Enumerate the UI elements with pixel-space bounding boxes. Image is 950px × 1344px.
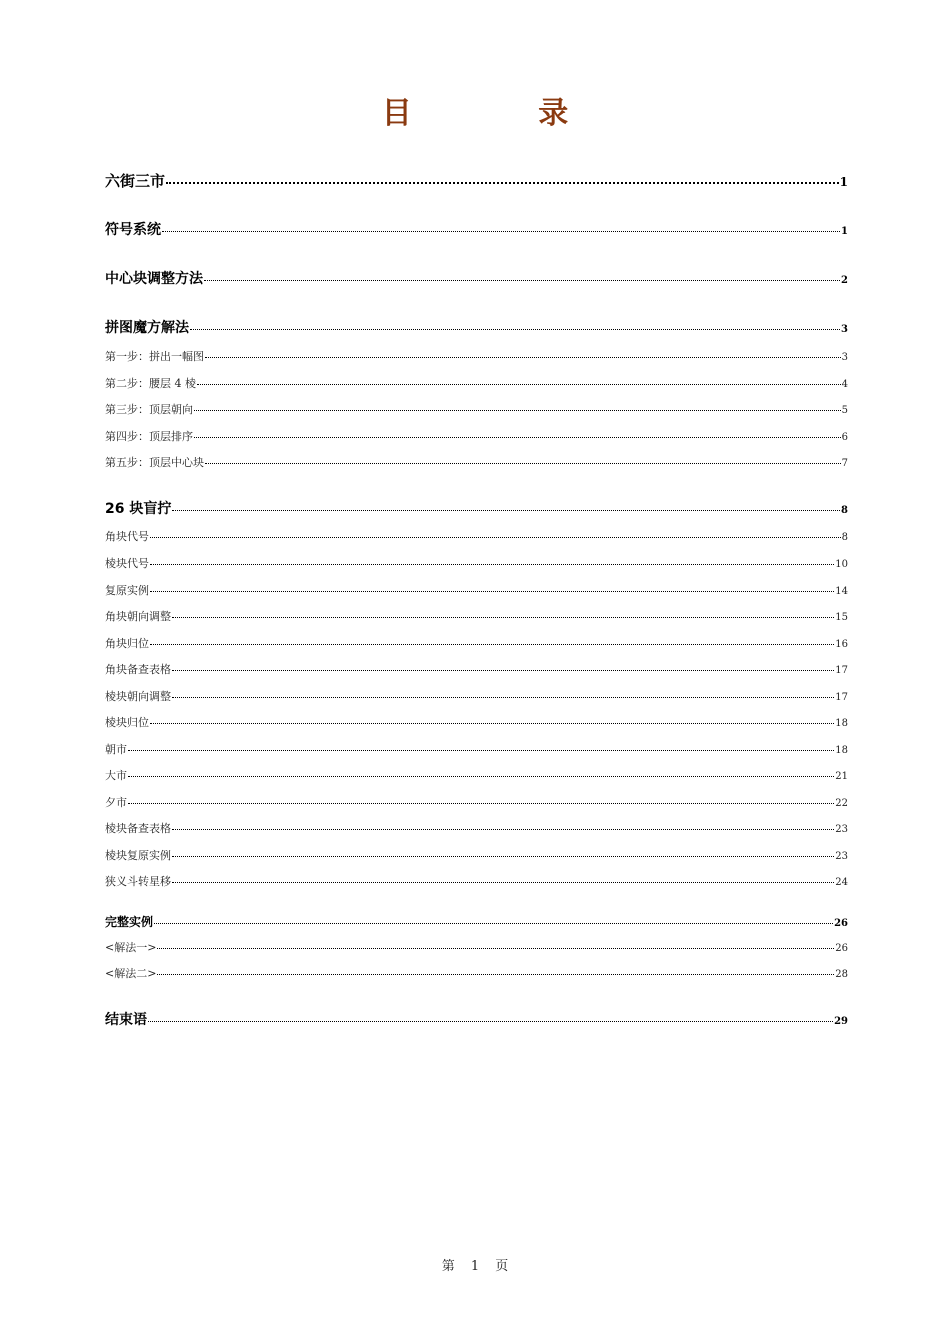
dot-leader	[197, 384, 841, 385]
toc-entry[interactable]	[105, 401, 848, 417]
toc-entry[interactable]	[105, 688, 848, 704]
toc-entry-label: 符号系统	[105, 222, 161, 238]
toc-entry-label: 狭义斗转星移	[105, 875, 171, 888]
toc-entry[interactable]	[105, 528, 848, 544]
page-number: 1	[470, 1259, 480, 1274]
toc-entry-page: 15	[835, 612, 848, 623]
toc-entry-label: 夕市	[105, 796, 127, 809]
toc-entry-page: 26	[835, 943, 848, 954]
toc-entry[interactable]	[105, 661, 848, 677]
toc-entry[interactable]	[105, 428, 848, 444]
toc-entry-label: 角块代号	[105, 530, 149, 543]
toc-entry[interactable]	[105, 170, 848, 191]
toc-entry[interactable]	[105, 348, 848, 364]
toc-entry-page: 4	[841, 379, 848, 390]
toc-entry-page: 1	[839, 175, 848, 189]
toc-entry-page: 24	[835, 877, 848, 888]
toc-entry-label: <解法一>	[105, 941, 157, 954]
toc-entry-label: 复原实例	[105, 584, 149, 597]
toc-entry-label: 完整实例	[105, 915, 154, 929]
dot-leader	[172, 882, 834, 883]
toc-entry-page: 16	[835, 639, 848, 650]
toc-entry-label: 第四步：顶层排序	[105, 430, 193, 443]
toc-entry-label: 第三步：顶层朝向	[105, 403, 193, 416]
dot-leader	[150, 564, 834, 565]
toc-entry-label: 棱块朝向调整	[105, 690, 171, 703]
toc-entry-label: 角块朝向调整	[105, 610, 171, 623]
dot-leader	[150, 644, 834, 645]
dot-leader	[194, 410, 841, 411]
toc-entry-page: 8	[841, 532, 848, 543]
toc-entry-page: 5	[841, 405, 848, 416]
toc-entry-label: 第一步：拼出一幅图	[105, 350, 204, 363]
toc-entry[interactable]	[105, 454, 848, 470]
toc-entry-page: 7	[841, 458, 848, 469]
toc-entry[interactable]	[105, 794, 848, 810]
toc-entry[interactable]	[105, 741, 848, 757]
dot-leader	[150, 537, 841, 538]
toc-entry-label: 第五步：顶层中心块	[105, 456, 204, 469]
toc-entry-label: 棱块备查表格	[105, 822, 171, 835]
toc-entry[interactable]	[105, 820, 848, 836]
dot-leader	[162, 231, 840, 232]
toc-entry[interactable]	[105, 767, 848, 783]
dot-leader	[154, 923, 833, 924]
toc-entry-page: 10	[835, 559, 848, 570]
toc-entry-label: 六街三市	[105, 172, 166, 190]
toc-entry[interactable]	[105, 939, 848, 955]
toc-entry-label: 中心块调整方法	[105, 271, 203, 287]
toc-entry-page: 23	[835, 851, 848, 862]
dot-leader	[157, 974, 834, 975]
dot-leader	[148, 1021, 833, 1022]
dot-leader	[150, 591, 834, 592]
dot-leader	[172, 829, 834, 830]
toc-entry-page: 1	[841, 226, 848, 237]
toc-entry-page: 18	[835, 745, 848, 756]
dot-leader	[157, 948, 834, 949]
dot-leader	[150, 723, 834, 724]
toc-entry[interactable]	[105, 219, 848, 239]
toc-entry[interactable]	[105, 317, 848, 337]
toc-entry-page: 29	[834, 1016, 848, 1027]
toc-entry-page: 18	[835, 718, 848, 729]
toc-entry[interactable]	[105, 913, 848, 930]
dot-leader	[190, 329, 840, 330]
toc-entry[interactable]	[105, 714, 848, 730]
dot-leader	[204, 280, 840, 281]
toc-entry-label: 结束语	[105, 1012, 147, 1028]
toc-entry[interactable]	[105, 873, 848, 889]
toc-entry-page: 23	[835, 824, 848, 835]
toc-entry-page: 28	[835, 969, 848, 980]
toc-entry[interactable]	[105, 268, 848, 288]
toc-entry-label: 角块归位	[105, 637, 149, 650]
toc-entry-label: 26 块盲拧	[105, 501, 172, 517]
toc-entry-page: 6	[841, 432, 848, 443]
toc-entry[interactable]	[105, 555, 848, 571]
toc-entry-label: 拼图魔方解法	[105, 320, 189, 336]
toc-entry-label: 大市	[105, 769, 127, 782]
dot-leader	[205, 357, 841, 358]
dot-leader	[128, 803, 834, 804]
dot-leader	[166, 182, 839, 184]
page-footer	[0, 1255, 950, 1274]
toc-entry[interactable]	[105, 498, 848, 518]
toc-entry-page: 21	[835, 771, 848, 782]
toc-entry[interactable]	[105, 635, 848, 651]
toc-entry-label: 棱块代号	[105, 557, 149, 570]
toc-entry-label: 角块备查表格	[105, 663, 171, 676]
toc-entry-label: 第二步：腰层 4 棱	[105, 377, 196, 390]
toc-entry-page: 14	[835, 586, 848, 597]
toc-entry-label: 朝市	[105, 743, 127, 756]
toc-entry-page: 17	[835, 665, 848, 676]
toc-entry-page: 26	[834, 918, 848, 929]
dot-leader	[172, 617, 834, 618]
toc-entry-page: 22	[835, 798, 848, 809]
dot-leader	[205, 463, 841, 464]
toc-entry-label: 棱块复原实例	[105, 849, 171, 862]
toc-entry-page: 8	[841, 505, 848, 516]
toc-entry-label: <解法二>	[105, 967, 157, 980]
toc-entry-page: 3	[841, 352, 848, 363]
dot-leader	[172, 670, 834, 671]
toc-entry[interactable]	[105, 847, 848, 863]
dot-leader	[172, 697, 834, 698]
dot-leader	[128, 776, 834, 777]
toc-entry-page: 3	[841, 324, 848, 335]
dot-leader	[194, 437, 841, 438]
dot-leader	[172, 856, 834, 857]
dot-leader	[128, 750, 834, 751]
toc-entry[interactable]	[105, 608, 848, 624]
toc-entry-page: 2	[841, 275, 848, 286]
toc-entry-label: 棱块归位	[105, 716, 149, 729]
toc-entry[interactable]	[105, 1009, 848, 1029]
toc-entry-page: 17	[835, 692, 848, 703]
toc-title: 目 录	[381, 96, 627, 131]
dot-leader	[172, 510, 840, 511]
toc-entry[interactable]	[105, 375, 848, 391]
footer-suffix: 页	[495, 1259, 509, 1274]
footer-prefix: 第	[441, 1259, 455, 1274]
toc-entry[interactable]	[105, 965, 848, 981]
toc-entry[interactable]	[105, 582, 848, 598]
